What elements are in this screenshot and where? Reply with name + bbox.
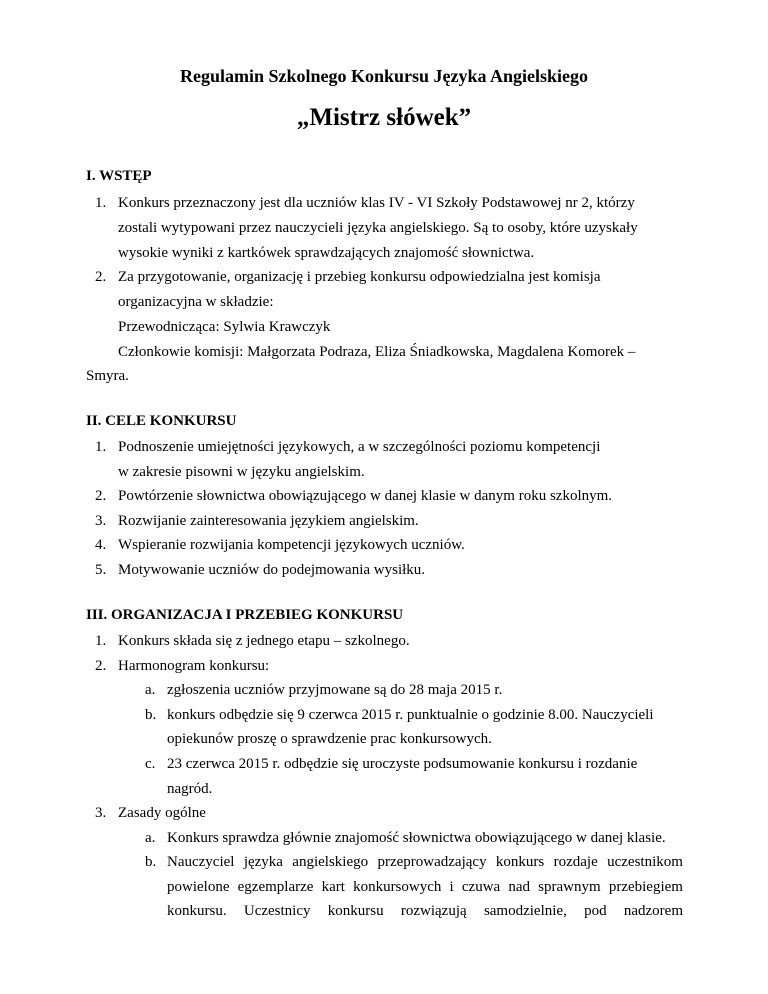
word: egzemplarze xyxy=(237,879,314,895)
list-letter: b. xyxy=(145,707,157,723)
paragraph-line: Powtórzenie słownictwa obowiązującego w danej klasie w danym roku szkolnym. xyxy=(118,488,613,504)
paragraph-line: zgłoszenia uczniów przyjmowane są do 28 maja 2015 r. xyxy=(167,682,503,698)
paragraph-line: konkurs odbędzie się 9 czerwca 2015 r. punktualnie o godzinie 8.00. Nauczycieli xyxy=(167,707,654,723)
paragraph-line: Wspieranie rozwijania kompetencji językowych uczniów. xyxy=(118,537,465,553)
word: Nauczyciel xyxy=(167,854,235,870)
paragraph-line: Za przygotowanie, organizację i przebieg konkursu odpowiedzialna jest komisja xyxy=(118,269,601,285)
word: samodzielnie, xyxy=(483,903,567,919)
paragraph-line: 23 czerwca 2015 r. odbędzie się uroczyste podsumowanie konkursu i rozdanie xyxy=(167,756,638,772)
list-letter: a. xyxy=(145,682,156,698)
justified-line xyxy=(167,853,683,871)
paragraph-line: nagród. xyxy=(167,781,213,797)
list-number: 1. xyxy=(95,439,107,455)
section-heading: I. WSTĘP xyxy=(86,168,152,184)
word: przeprowadzający xyxy=(377,854,487,870)
list-number: 3. xyxy=(95,805,107,821)
paragraph-line: Członkowie komisji: Małgorzata Podraza, Eliza Śniadkowska, Magdalena Komorek – xyxy=(118,344,636,360)
section-heading: II. CELE KONKURSU xyxy=(86,413,237,429)
word: i xyxy=(449,879,454,895)
document-subtitle: „Mistrz słówek” xyxy=(296,104,472,131)
justified-line xyxy=(167,878,683,896)
list-letter: a. xyxy=(145,830,156,846)
word: powielone xyxy=(167,879,230,895)
word: pod xyxy=(584,903,607,919)
word: języka xyxy=(243,854,283,870)
list-number: 1. xyxy=(95,633,107,649)
paragraph-line: w zakresie pisowni w języku angielskim. xyxy=(118,464,365,480)
paragraph-line: Konkurs składa się z jednego etapu – szkolnego. xyxy=(118,633,410,649)
list-number: 1. xyxy=(95,195,107,211)
paragraph-line: Motywowanie uczniów do podejmowania wysiłku. xyxy=(118,562,426,578)
list-number: 3. xyxy=(95,513,107,529)
word: rozdaje xyxy=(553,854,598,870)
list-number: 4. xyxy=(95,537,107,553)
paragraph-line: Harmonogram konkursu: xyxy=(118,658,270,674)
paragraph-line: wysokie wyniki z kartkówek sprawdzających znajomość słownictwa. xyxy=(118,245,535,261)
word: nad xyxy=(508,879,531,895)
list-letter: c. xyxy=(145,756,156,772)
paragraph-line: Smyra. xyxy=(86,368,129,384)
word: konkursowych xyxy=(353,879,442,895)
word: rozwiązują xyxy=(400,903,467,919)
list-number: 2. xyxy=(95,658,107,674)
word: uczestnikom xyxy=(607,854,683,870)
word: konkursu xyxy=(327,903,384,919)
paragraph-line: Przewodnicząca: Sylwia Krawczyk xyxy=(118,319,331,335)
paragraph-line: zostali wytypowani przez nauczycieli języka angielskiego. Są to osoby, które uzyskały xyxy=(118,220,638,236)
document-title: Regulamin Szkolnego Konkursu Języka Angielskiego xyxy=(179,66,589,86)
list-letter: b. xyxy=(145,854,157,870)
list-number: 2. xyxy=(95,488,107,504)
word: angielskiego xyxy=(292,854,369,870)
list-number: 2. xyxy=(95,269,107,285)
word: konkursu. xyxy=(167,903,227,919)
word: Uczestnicy xyxy=(243,903,311,919)
list-number: 5. xyxy=(95,562,107,578)
paragraph-line: Rozwijanie zainteresowania językiem angielskim. xyxy=(118,513,419,529)
word: przebiegiem xyxy=(608,879,683,895)
word: kart xyxy=(321,879,345,895)
word: nadzorem xyxy=(623,903,683,919)
section-heading: III. ORGANIZACJA I PRZEBIEG KONKURSU xyxy=(86,607,404,623)
word: sprawnym xyxy=(538,879,601,895)
paragraph-line: Konkurs przeznaczony jest dla uczniów klas IV - VI Szkoły Podstawowej nr 2, którzy xyxy=(118,195,635,211)
paragraph-line: Zasady ogólne xyxy=(118,805,206,821)
justified-line xyxy=(167,902,683,920)
word: czuwa xyxy=(461,879,501,895)
paragraph-line: opiekunów proszę o sprawdzenie prac konkursowych. xyxy=(167,731,492,747)
paragraph-line: organizacyjna w składzie: xyxy=(118,294,274,310)
paragraph-line: Konkurs sprawdza głównie znajomość słownictwa obowiązującego w danej klasie. xyxy=(167,830,666,846)
word: konkurs xyxy=(495,854,545,870)
paragraph-line: Podnoszenie umiejętności językowych, a w szczególności poziomu kompetencji xyxy=(118,439,601,455)
